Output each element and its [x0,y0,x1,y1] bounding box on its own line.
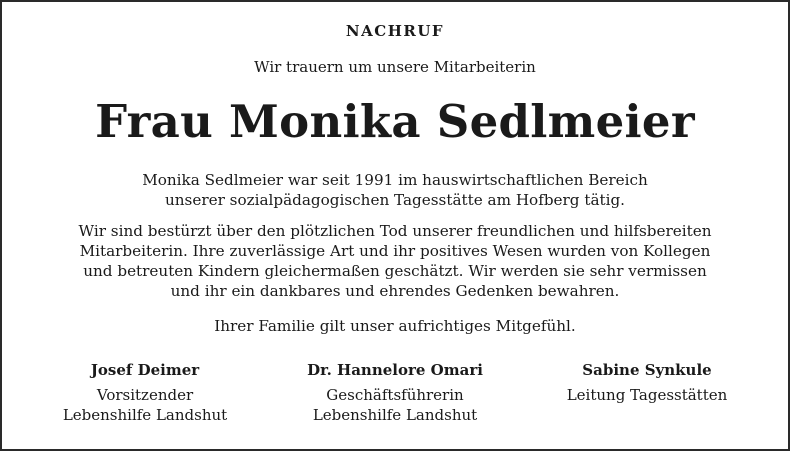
signatory-role: Geschäftsführerin [326,386,464,404]
signatory-role: Vorsitzender [96,386,194,404]
paragraph-line: Mitarbeiterin. Ihre zuverlässige Art und ihr positives Wesen wurden von Kollegen [79,242,711,260]
signatory-name: Dr. Hannelore Omari [307,361,483,379]
paragraph-line: und ihr ein dankbares und ehrendes Gedenken bewahren. [170,282,620,300]
signatory-organization: Lebenshilfe Landshut [312,406,478,424]
paragraph-line: unserer sozialpädagogischen Tagesstätte am Hofberg tätig. [164,191,626,209]
signatory-2 [270,360,520,425]
paragraph-line: und betreuten Kindern gleichermaßen geschätzt. Wir werden sie sehr vermissen [83,262,707,280]
signatory-name: Josef Deimer [90,361,200,379]
paragraph-line: Ihrer Familie gilt unser aufrichtiges Mitgefühl. [214,317,576,335]
signatory-organization: Lebenshilfe Landshut [62,406,228,424]
intro-line: Wir trauern um unsere Mitarbeiterin [254,58,536,76]
signatory-3 [522,360,772,405]
employment-paragraph [22,170,768,210]
tribute-paragraph [22,221,768,301]
paragraph-line: Wir sind bestürzt über den plötzlichen Tod unserer freundlichen und hilfsbereiten [78,222,712,240]
notice-heading: NACHRUF [345,22,445,40]
paragraph-line: Monika Sedlmeier war seit 1991 im hauswirtschaftlichen Bereich [142,171,648,189]
signatory-1 [20,360,270,425]
signatory-role: Leitung Tagesstätten [566,386,728,404]
deceased-name: Frau Monika Sedlmeier [95,95,695,148]
signatory-name: Sabine Synkule [582,361,712,379]
condolence-paragraph [22,316,768,336]
